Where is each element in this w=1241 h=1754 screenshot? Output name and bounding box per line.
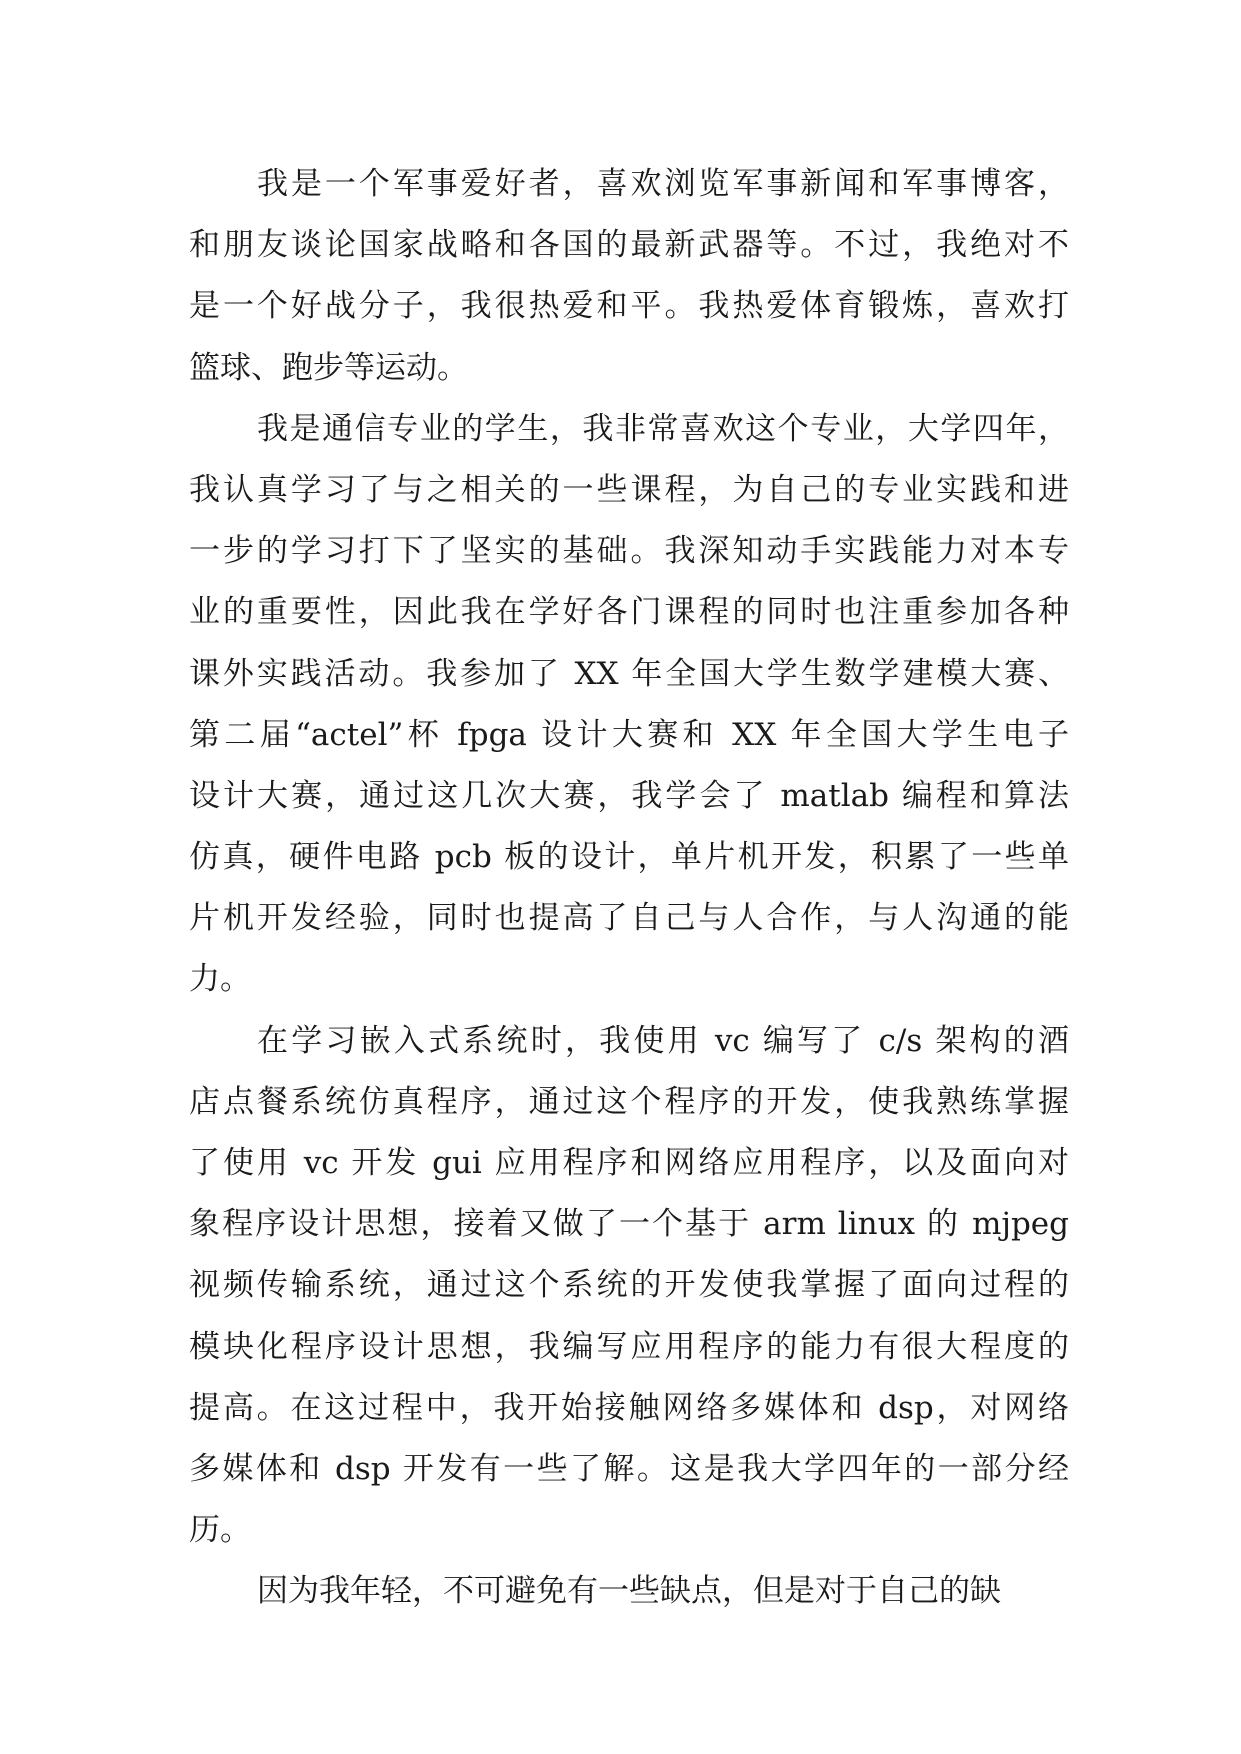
paragraph-3-line-6: 模块化程序设计思想，我编写应用程序的能力有很大程度的 [189, 1328, 1069, 1365]
paragraph-1-line-4: 篮球、跑步等运动。 [189, 349, 468, 386]
paragraph-3-line-1: 在学习嵌入式系统时，我使用 vc 编写了 c/s 架构的酒 [257, 1022, 1069, 1059]
paragraph-2-line-9: 片机开发经验，同时也提高了自己与人合作，与人沟通的能 [189, 900, 1069, 937]
paragraph-2-line-6: 第二届“actel”杯 fpga 设计大赛和 XX 年全国大学生电子 [189, 716, 1069, 753]
paragraph-3-line-4: 象程序设计思想，接着又做了一个基于 arm linux 的 mjpeg [189, 1206, 1069, 1243]
paragraph-2-line-7: 设计大赛，通过这几次大赛，我学会了 matlab 编程和算法 [189, 777, 1069, 814]
paragraph-2-line-3: 一步的学习打下了坚实的基础。我深知动手实践能力对本专 [189, 533, 1069, 570]
paragraph-2-line-1: 我是通信专业的学生，我非常喜欢这个专业，大学四年， [257, 410, 1069, 447]
paragraph-1-line-1: 我是一个军事爱好者，喜欢浏览军事新闻和军事博客， [257, 166, 1069, 202]
paragraph-2-line-10: 力。 [189, 961, 251, 998]
paragraph-4-line-1: 因为我年轻，不可避免有一些缺点，但是对于自己的缺 [257, 1573, 1001, 1610]
paragraph-1-line-2: 和朋友谈论国家战略和各国的最新武器等。不过，我绝对不 [189, 227, 1069, 264]
paragraph-2-line-8: 仿真，硬件电路 pcb 板的设计，单片机开发，积累了一些单 [189, 839, 1069, 876]
paragraph-2-line-2: 我认真学习了与之相关的一些课程，为自己的专业实践和进 [189, 471, 1069, 508]
paragraph-1-line-3: 是一个好战分子，我很热爱和平。我热爱体育锻炼，喜欢打 [189, 288, 1069, 325]
document-body [189, 154, 1069, 1623]
paragraph-3-line-7: 提高。在这过程中，我开始接触网络多媒体和 dsp，对网络 [189, 1389, 1069, 1426]
paragraph-2-line-4: 业的重要性，因此我在学好各门课程的同时也注重参加各种 [189, 594, 1069, 631]
paragraph-3-line-5: 视频传输系统，通过这个系统的开发使我掌握了面向过程的 [189, 1267, 1069, 1304]
paragraph-3-line-8: 多媒体和 dsp 开发有一些了解。这是我大学四年的一部分经 [189, 1450, 1069, 1487]
paragraph-3-line-3: 了使用 vc 开发 gui 应用程序和网络应用程序，以及面向对 [189, 1145, 1069, 1181]
paragraph-3-line-9: 历。 [189, 1512, 251, 1549]
paragraph-2-line-5: 课外实践活动。我参加了 XX 年全国大学生数学建模大赛、 [189, 655, 1069, 692]
paragraph-3-line-2: 店点餐系统仿真程序，通过这个程序的开发，使我熟练掌握 [189, 1083, 1069, 1120]
